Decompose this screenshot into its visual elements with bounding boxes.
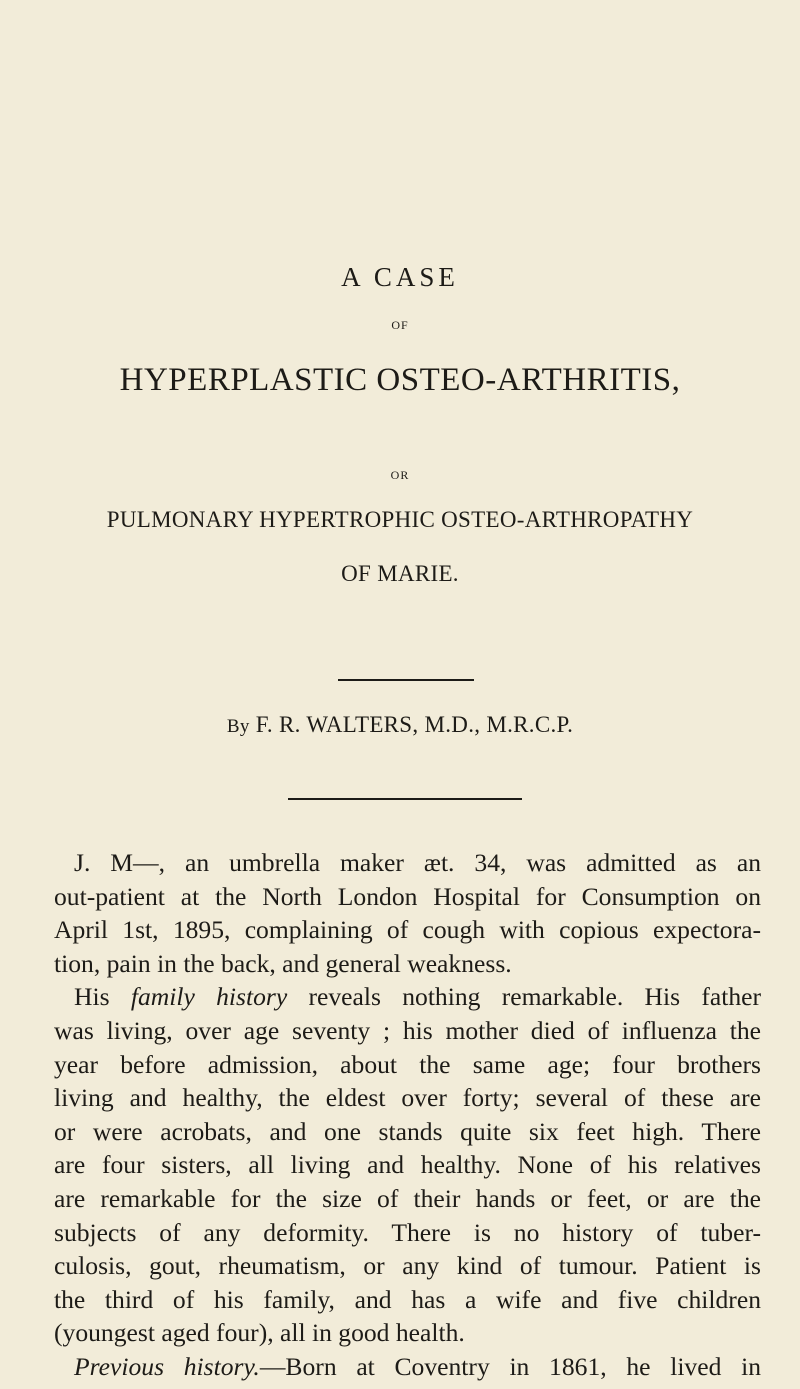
byline-by: By xyxy=(226,716,250,737)
author-name: F. R. WALTERS, M.D., M.R.C.P. xyxy=(255,712,574,737)
family-history-first-line xyxy=(54,980,761,1014)
main-title: HYPERPLASTIC OSTEO-ARTHRITIS, xyxy=(119,362,681,398)
body-line: the third of his family, and has a wife and five children xyxy=(54,1284,761,1314)
body-line: living and healthy, the eldest over forty; several of these are xyxy=(54,1083,761,1113)
subtitle-line-1: PULMONARY HYPERTROPHIC OSTEO-ARTHROPATHY xyxy=(106,507,694,532)
body-line: out-patient at the North London Hospital for Consumption on xyxy=(54,881,761,911)
family-history-heading: family history xyxy=(130,982,288,1012)
family-history-lead: His xyxy=(74,982,110,1012)
heading-of: OF xyxy=(391,318,409,332)
author-byline xyxy=(0,712,800,738)
body-line: are four sisters, all living and healthy. None of his relatives xyxy=(54,1150,761,1180)
body-line: J. M—, an umbrella maker æt. 34, was admitted as an xyxy=(74,848,761,877)
previous-history-heading: Previous history. xyxy=(74,1351,260,1381)
divider-rule-bottom xyxy=(288,798,522,800)
body-text xyxy=(54,846,761,1384)
heading-a-case: A CASE xyxy=(341,262,459,292)
body-line: tion, pain in the back, and general weakness. xyxy=(54,948,512,978)
family-history-rest: reveals nothing remarkable. His father xyxy=(308,982,761,1012)
divider-rule-top xyxy=(338,679,474,681)
heading-or: OR xyxy=(390,468,410,482)
previous-history-line xyxy=(54,1350,761,1384)
body-line: are remarkable for the size of their hands or feet, or are the xyxy=(54,1183,761,1213)
body-line: year before admission, about the same age; four brothers xyxy=(54,1049,761,1079)
body-line: (youngest aged four), all in good health. xyxy=(54,1318,465,1348)
body-line: was living, over age seventy ; his mother died of influenza the xyxy=(54,1015,761,1045)
body-line: subjects of any deformity. There is no history of tuber- xyxy=(54,1217,761,1247)
body-line: culosis, gout, rheumatism, or any kind of tumour. Patient is xyxy=(54,1251,761,1281)
body-line: April 1st, 1895, complaining of cough with copious expectora- xyxy=(54,915,761,945)
body-line: or were acrobats, and one stands quite six feet high. There xyxy=(54,1116,761,1146)
previous-history-rest: —Born at Coventry in 1861, he lived in xyxy=(259,1351,761,1381)
subtitle-line-2: OF MARIE. xyxy=(341,561,459,586)
